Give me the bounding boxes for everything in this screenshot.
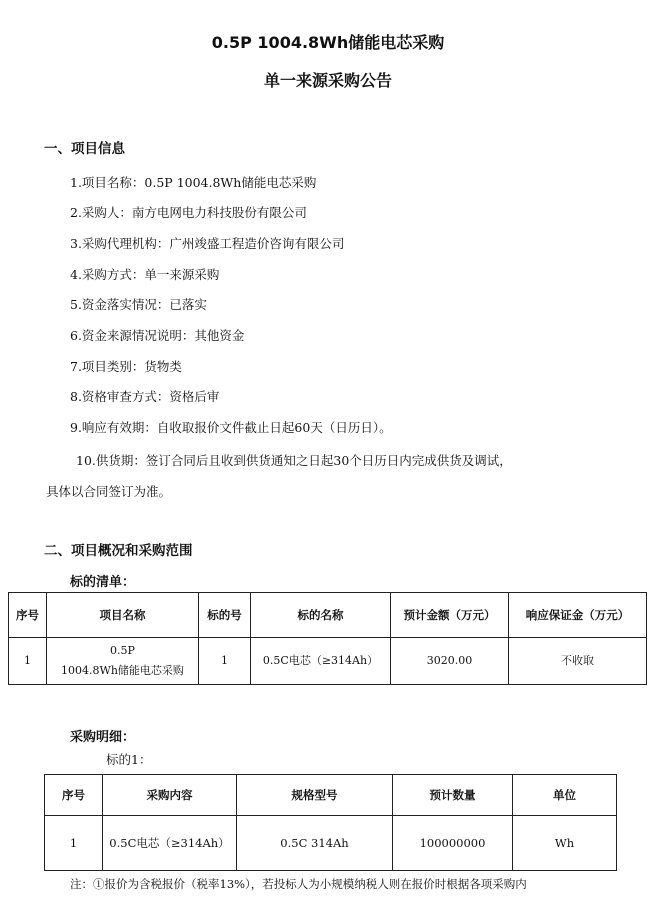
info-item-funding-source: 6.资金来源情况说明：其他资金 bbox=[70, 328, 245, 343]
section-heading-scope: 二、项目概况和采购范围 bbox=[44, 543, 193, 559]
cell-spec: 0.5C 314Ah bbox=[237, 816, 393, 871]
cell-project-name-line2: 1004.8Wh储能电芯采购 bbox=[61, 664, 184, 677]
info-item-funding-status: 5.资金落实情况：已落实 bbox=[70, 297, 207, 312]
document-title: 0.5P 1004.8Wh储能电芯采购 bbox=[211, 33, 445, 52]
info-item-purchaser: 2.采购人：南方电网电力科技股份有限公司 bbox=[70, 205, 307, 220]
price-note: 注：①报价为含税报价（税率13%），若投标人为小规模纳税人则在报价时根据各项采购内 bbox=[70, 877, 527, 891]
col-header-unit: 单位 bbox=[513, 775, 617, 816]
col-header-content: 采购内容 bbox=[103, 775, 237, 816]
info-item-project-name: 1.项目名称：0.5P 1004.8Wh储能电芯采购 bbox=[70, 175, 317, 190]
table-header-row bbox=[45, 775, 617, 816]
cell-no: 1 bbox=[9, 638, 47, 685]
info-item-method: 4.采购方式：单一来源采购 bbox=[70, 267, 220, 282]
col-header-qty: 预计数量 bbox=[393, 775, 513, 816]
cell-project-name-line1: 0.5P bbox=[110, 644, 135, 657]
col-header-lot-no: 标的号 bbox=[199, 593, 251, 638]
cell-lot-no: 1 bbox=[199, 638, 251, 685]
detail-table bbox=[44, 774, 617, 871]
table-row bbox=[45, 816, 617, 871]
list-title: 标的清单： bbox=[70, 575, 136, 590]
info-item-qualification: 8.资格审查方式：资格后审 bbox=[70, 389, 220, 404]
col-header-amount: 预计金额（万元） bbox=[391, 593, 509, 638]
col-header-no: 序号 bbox=[9, 593, 47, 638]
section-heading-project-info: 一、项目信息 bbox=[44, 141, 125, 157]
info-item-category: 7.项目类别：货物类 bbox=[70, 359, 182, 374]
col-header-lot-name: 标的名称 bbox=[251, 593, 391, 638]
cell-qty: 100000000 bbox=[393, 816, 513, 871]
document-subtitle: 单一来源采购公告 bbox=[263, 71, 392, 90]
table-row bbox=[9, 638, 647, 685]
cell-deposit: 不收取 bbox=[509, 638, 647, 685]
lot-label: 标的1： bbox=[106, 752, 152, 767]
col-header-spec: 规格型号 bbox=[237, 775, 393, 816]
info-item-delivery: 10.供货期：签订合同后且收到供货通知之日起30个日历日内完成供货及调试， bbox=[76, 453, 512, 468]
info-item-agency: 3.采购代理机构：广州竣盛工程造价咨询有限公司 bbox=[70, 236, 345, 251]
cell-lot-name: 0.5C电芯（≥314Ah） bbox=[251, 638, 391, 685]
cell-no: 1 bbox=[45, 816, 103, 871]
info-item-delivery-cont: 具体以合同签订为准。 bbox=[46, 484, 172, 499]
table-header-row bbox=[9, 593, 647, 638]
lot-list-table bbox=[8, 592, 647, 685]
detail-title: 采购明细： bbox=[70, 730, 136, 745]
cell-amount: 3020.00 bbox=[391, 638, 509, 685]
col-header-no: 序号 bbox=[45, 775, 103, 816]
cell-unit: Wh bbox=[513, 816, 617, 871]
cell-project-name bbox=[47, 638, 199, 685]
col-header-project-name: 项目名称 bbox=[47, 593, 199, 638]
col-header-deposit: 响应保证金（万元） bbox=[509, 593, 647, 638]
cell-content: 0.5C电芯（≥314Ah） bbox=[103, 816, 237, 871]
info-item-validity: 9.响应有效期：自收取报价文件截止日起60天（日历日）。 bbox=[70, 420, 392, 435]
